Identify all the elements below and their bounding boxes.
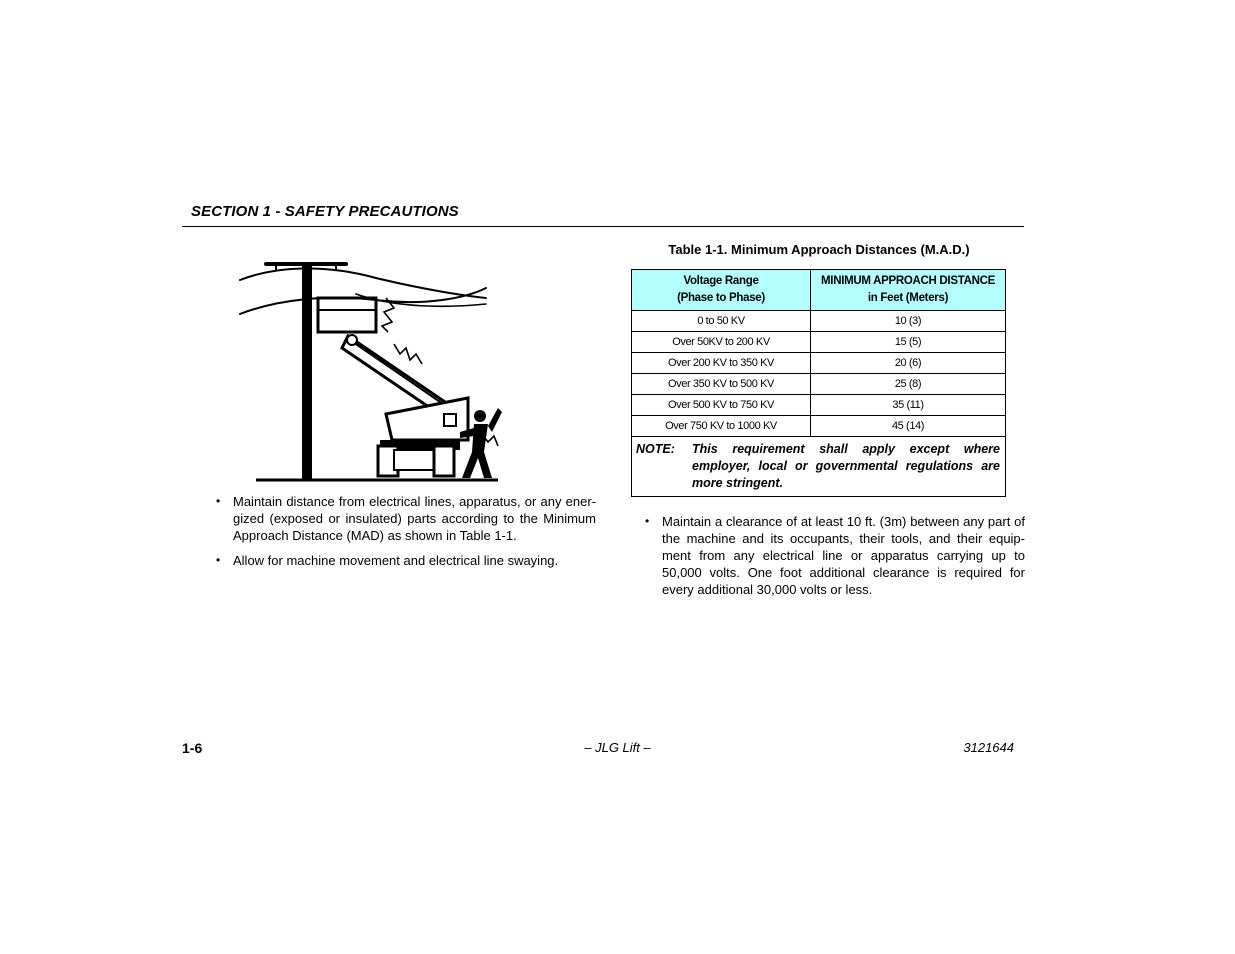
table-row	[632, 416, 1006, 437]
boom-lift-near-power-lines-illustration	[236, 256, 506, 486]
distance-cell: 45 (14)	[811, 416, 1006, 437]
voltage-range-header	[632, 270, 811, 311]
bullet-marker: •	[645, 514, 650, 528]
table-row	[632, 374, 1006, 395]
distance-header	[811, 270, 1006, 311]
voltage-range-cell: Over 500 KV to 750 KV	[632, 395, 811, 416]
list-item	[216, 493, 596, 544]
right-bullet-list	[645, 513, 1025, 606]
header-line: MINIMUM APPROACH DISTANCE	[821, 275, 995, 287]
page-number: 1-6	[182, 740, 203, 756]
voltage-range-cell: Over 750 KV to 1000 KV	[632, 416, 811, 437]
table-row	[632, 395, 1006, 416]
utility-pole	[302, 264, 312, 480]
table-row	[632, 332, 1006, 353]
header-line: Voltage Range	[683, 275, 759, 287]
table-row	[632, 353, 1006, 374]
voltage-range-cell: Over 200 KV to 350 KV	[632, 353, 811, 374]
list-item	[645, 513, 1025, 598]
header-line: in Feet (Meters)	[867, 292, 949, 304]
min-approach-distance-table	[631, 269, 1006, 497]
bullet-text: Maintain a clearance of at least 10 ft. (3m) between any part of the machine and its occupants, their tools, and their equip-ment from any electrical line or apparatus carrying up to 50,000 volts. One foot additional clearance is required for every additional 30,000 volts or less.	[662, 514, 1025, 597]
distance-cell: 15 (5)	[811, 332, 1006, 353]
list-item	[216, 552, 596, 569]
header-line: (Phase to Phase)	[677, 292, 765, 304]
distance-cell: 35 (11)	[811, 395, 1006, 416]
bullet-marker: •	[216, 494, 221, 508]
distance-cell: 10 (3)	[811, 311, 1006, 332]
bullet-text: Maintain distance from electrical lines, apparatus, or any ener-gized (exposed or insulated) parts according to the Minimum Approach Distance (MAD) as shown in Table 1-1.	[233, 494, 596, 543]
voltage-range-cell: Over 50KV to 200 KV	[632, 332, 811, 353]
table-header-row	[632, 270, 1006, 311]
bullet-text: Allow for machine movement and electrical line swaying.	[233, 553, 559, 568]
left-bullet-list	[216, 493, 596, 577]
voltage-range-cell: 0 to 50 KV	[632, 311, 811, 332]
note-text: This requirement shall apply except where employer, local or governmental regulations are more stringent.	[692, 441, 1000, 490]
table-row	[632, 311, 1006, 332]
table-note-cell	[632, 437, 1006, 497]
voltage-range-cell: Over 350 KV to 500 KV	[632, 374, 811, 395]
header-rule	[182, 226, 1024, 227]
section-title: SECTION 1 - SAFETY PRECAUTIONS	[191, 203, 459, 220]
table-caption: Table 1-1. Minimum Approach Distances (M.A.D.)	[668, 242, 970, 257]
distance-cell: 20 (6)	[811, 353, 1006, 374]
bullet-marker: •	[216, 553, 221, 567]
note-label: NOTE:	[636, 441, 675, 456]
footer-title: – JLG Lift –	[584, 740, 651, 755]
distance-cell: 25 (8)	[811, 374, 1006, 395]
table-note-row	[632, 437, 1006, 497]
document-number: 3121644	[963, 740, 1014, 755]
